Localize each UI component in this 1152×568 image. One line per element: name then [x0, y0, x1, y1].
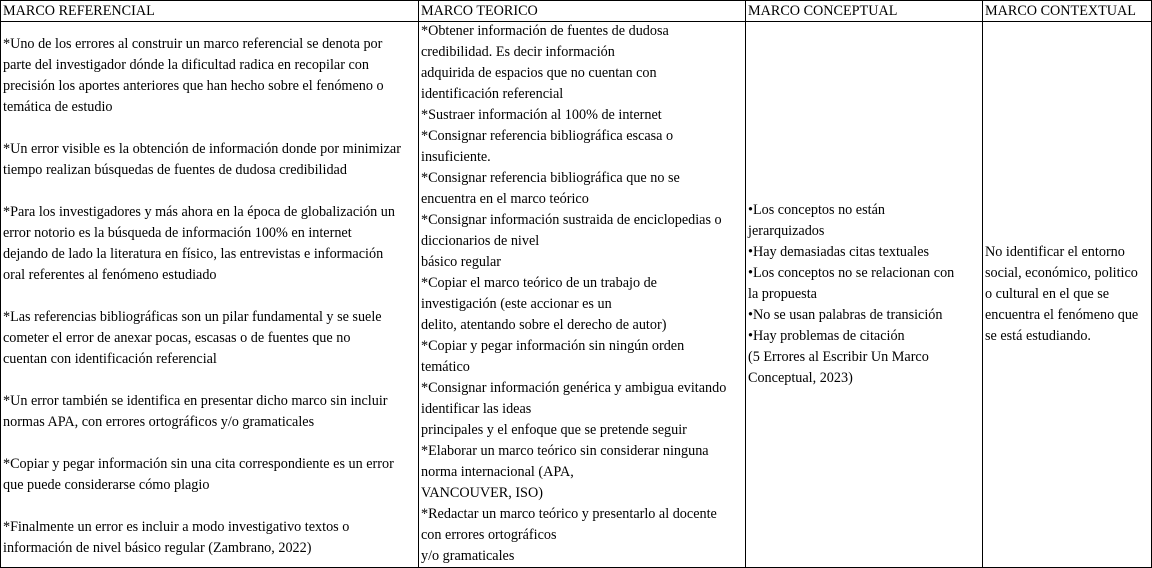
text-line: (5 Errores al Escribir Un Marco	[748, 348, 929, 365]
text-line: o cultural en el que se	[985, 285, 1110, 302]
text-line: •Hay demasiadas citas textuales	[748, 243, 930, 260]
text-line: *Uno de los errores al construir un marco referencial se denota por	[3, 36, 383, 52]
text-line: se está estudiando.	[985, 327, 1091, 344]
text-line: y/o gramaticales	[421, 548, 515, 564]
text-line: adquirida de espacios que no cuentan con	[421, 65, 657, 81]
referencial-paragraph	[3, 202, 418, 286]
text-line: *Copiar y pegar información sin una cita correspondiente es un error	[3, 456, 394, 472]
text-line: con errores ortográficos	[421, 527, 557, 543]
text-line: •No se usan palabras de transición	[748, 306, 943, 323]
cell-conceptual	[746, 22, 983, 568]
text-line: *Obtener información de fuentes de dudosa	[421, 23, 669, 39]
text-line: temática de estudio	[3, 99, 113, 115]
text-line: temático	[421, 359, 470, 375]
text-line: *Un error también se identifica en presentar dicho marco sin incluir	[3, 393, 388, 409]
text-line: diccionarios de nivel	[421, 233, 540, 249]
header-conceptual: MARCO CONCEPTUAL	[746, 1, 983, 22]
cell-referencial	[1, 22, 419, 568]
cell-teorico	[419, 22, 746, 568]
text-line: cometer el error de anexar pocas, escasas o de fuentes que no	[3, 330, 351, 346]
text-line: *Copiar y pegar información sin ningún orden	[421, 338, 685, 354]
referencial-paragraph	[3, 391, 418, 433]
text-line: precisión los aportes anteriores que han hecho sobre el fenómeno o	[3, 78, 384, 94]
text-line: tiempo realizan búsquedas de fuentes de dudosa credibilidad	[3, 162, 347, 178]
referencial-paragraph	[3, 139, 418, 181]
text-line: *Consignar información genérica y ambigua evitando	[421, 380, 727, 396]
text-line: básico regular	[421, 254, 501, 270]
text-line: norma internacional (APA,	[421, 464, 574, 480]
referencial-paragraph	[3, 517, 418, 559]
header-teorico: MARCO TEORICO	[419, 1, 746, 22]
text-line: •Los conceptos no están	[748, 201, 885, 218]
text-line: que puede considerarse cómo plagio	[3, 477, 210, 493]
text-line: *Consignar referencia bibliográfica escasa o	[421, 128, 674, 144]
text-line: oral referentes al fenómeno estudiado	[3, 267, 217, 283]
text-line: *Consignar información sustraida de enciclopedias o	[421, 212, 722, 228]
text-line: *Para los investigadores y más ahora en la época de globalización un	[3, 204, 395, 220]
text-line: error notorio es la búsqueda de información 100% en internet	[3, 225, 352, 241]
text-line: No identificar el entorno	[985, 243, 1125, 260]
header-referencial: MARCO REFERENCIAL	[1, 1, 419, 22]
referencial-paragraph	[3, 454, 418, 496]
teorico-list	[421, 22, 745, 568]
header-row	[1, 1, 1152, 22]
text-line: *Finalmente un error es incluir a modo investigativo textos o	[3, 519, 350, 535]
text-line: *Copiar el marco teórico de un trabajo de	[421, 275, 657, 291]
text-line: *Consignar referencia bibliográfica que no se	[421, 170, 680, 186]
referencial-paragraph	[3, 34, 418, 118]
text-line: •Hay problemas de citación	[748, 327, 905, 344]
text-line: delito, atentando sobre el derecho de autor)	[421, 317, 667, 333]
text-line: identificar las ideas	[421, 401, 532, 417]
text-line: *Elaborar un marco teórico sin considerar ninguna	[421, 443, 709, 459]
text-line: Conceptual, 2023)	[748, 369, 853, 386]
referencial-paragraph	[3, 307, 418, 370]
text-line: encuentra en el marco teórico	[421, 191, 589, 207]
text-line: *Las referencias bibliográficas son un pilar fundamental y se suele	[3, 309, 382, 325]
cell-contextual	[983, 22, 1152, 568]
conceptual-list	[748, 22, 982, 566]
text-line: encuentra el fenómeno que	[985, 306, 1139, 323]
text-line: *Un error visible es la obtención de información donde por minimizar	[3, 141, 401, 157]
text-line: normas APA, con errores ortográficos y/o gramaticales	[3, 414, 315, 430]
text-line: cuentan con identificación referencial	[3, 351, 217, 367]
text-line: insuficiente.	[421, 149, 491, 165]
text-line: *Redactar un marco teórico y presentarlo al docente	[421, 506, 717, 522]
content-row	[1, 22, 1152, 568]
text-line: dejando de lado la literatura en físico, las entrevistas e información	[3, 246, 384, 262]
text-line: •Los conceptos no se relacionan con	[748, 264, 955, 281]
contextual-text	[985, 22, 1151, 566]
text-line: identificación referencial	[421, 86, 564, 102]
text-line: social, económico, politico	[985, 264, 1138, 281]
text-line: jerarquizados	[748, 222, 825, 239]
text-line: principales y el enfoque que se pretende seguir	[421, 422, 687, 438]
text-line: VANCOUVER, ISO)	[421, 485, 543, 501]
header-contextual: MARCO CONTEXTUAL	[983, 1, 1152, 22]
text-line: información de nivel básico regular (Zambrano, 2022)	[3, 540, 312, 556]
text-line: parte del investigador dónde la dificultad radica en recopilar con	[3, 57, 369, 73]
text-line: investigación (este accionar es un	[421, 296, 612, 312]
text-line: la propuesta	[748, 285, 817, 302]
text-line: credibilidad. Es decir información	[421, 44, 615, 60]
text-line: *Sustraer información al 100% de internet	[421, 107, 662, 123]
